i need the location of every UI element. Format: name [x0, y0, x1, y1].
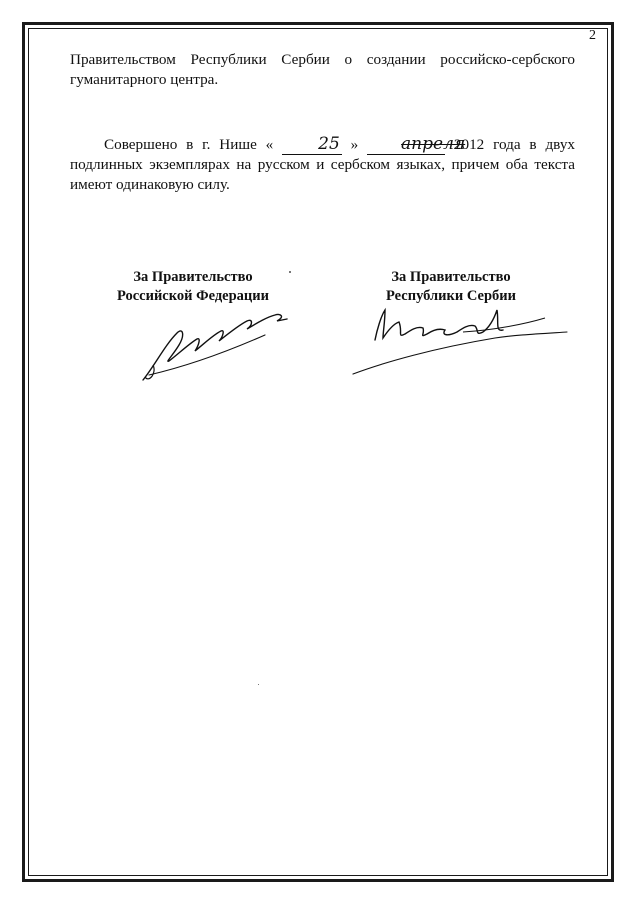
signing-rest-text: 2012 года в двух подлинных экземплярах на русском и сербском языках, причем оба текста имеют одинаковую силу.: [70, 136, 576, 193]
signature-serbia: [345, 302, 575, 382]
signatory-serbia-line1: За Правительство: [391, 269, 511, 285]
paragraph-2: [70, 134, 575, 195]
signature-russia: [135, 305, 295, 385]
handwritten-day: 25: [282, 134, 342, 155]
handwritten-month: апреля: [367, 134, 445, 155]
quote-close: »: [350, 136, 359, 153]
signatory-russia-line1: За Правительство: [133, 269, 253, 285]
signing-place-text: Совершено в г. Нише «: [104, 136, 274, 153]
signatory-russia: [78, 268, 308, 306]
signatory-serbia: [336, 268, 566, 306]
scan-speck: [289, 271, 291, 273]
scan-speck: [258, 684, 259, 685]
signatory-russia-line2: Российской Федерации: [116, 288, 269, 304]
page-number: 2: [589, 28, 596, 43]
paragraph-1: Правительством Республики Сербии о создании российско-сербского гуманитарного центра.: [70, 51, 575, 88]
signatory-serbia-line2: Республики Сербии: [386, 288, 516, 304]
